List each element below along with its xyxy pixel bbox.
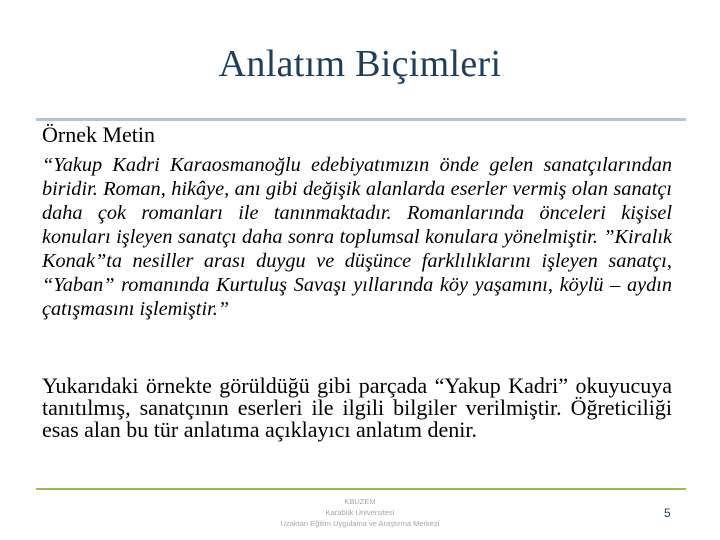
page-number: 5	[664, 506, 671, 520]
footer-org: KBUZEM	[344, 497, 376, 506]
title-divider	[36, 118, 686, 121]
section-heading: Örnek Metin	[42, 122, 156, 147]
footer	[230, 496, 490, 529]
explanation-paragraph: Yukarıdaki örnekte görüldüğü gibi parçada “Yakup Kadri” okuyucuya tanıtılmış, sanatçının eserleri ile ilgili bilgiler verilmiştir. Öğreticiliği esas alan bu tür anlatıma açıklayıcı anlatım denir.	[42, 373, 672, 442]
footer-university: Karabük Üniversitesi	[325, 508, 395, 517]
example-quote: “Yakup Kadri Karaosmanoğlu edebiyatımızın önde gelen sanatçılarından biridir. Roman, hikâye, anı gibi değişik alanlarda eserler vermiş olan sanatçı daha çok romanları ile tanınmaktadır. Romanlarında önceleri kişisel konuları işleyen sanatçı daha sonra toplumsal konulara yönelmiştir. ”Kiralık Konak”ta nesiller arası duygu ve düşünce farklılıklarını işleyen sanatçı, “Yaban” romanında Kurtuluş Savaşı yıllarında köy yaşamını, köylü – aydın çatışmasını işlemiştir.”	[42, 154, 672, 320]
footer-center: Uzaktan Eğitim Uygulama ve Araştırma Merkezi	[280, 519, 440, 528]
footer-divider	[36, 488, 686, 490]
slide-title: Anlatım Biçimleri	[218, 43, 502, 85]
